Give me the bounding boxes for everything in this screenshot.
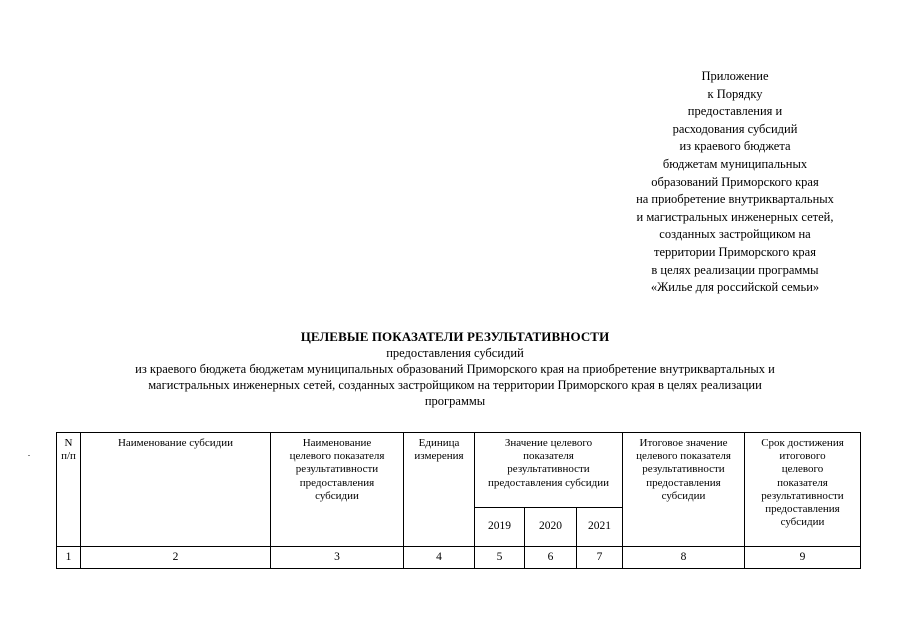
column-number-cell: 6: [525, 547, 577, 569]
header-text: субсидии: [315, 489, 359, 502]
header-text: итогового: [779, 450, 826, 463]
header-text: результативности: [295, 463, 379, 476]
heading-line: из краевого бюджета бюджетам муниципальных образований Приморского края на приобретение внутриквартальных и: [135, 362, 775, 376]
header-text: предоставления: [299, 476, 375, 489]
header-text: Значение целевого: [504, 437, 593, 449]
column-number-cell: 2: [81, 547, 271, 569]
appendix-line: расходования субсидий: [672, 121, 798, 136]
header-text: показателя: [523, 450, 574, 463]
appendix-line: территории Приморского края: [654, 244, 816, 259]
header-cell-subsidy-name: [81, 433, 271, 547]
table-header-row: [57, 433, 861, 508]
header-text: показателя: [777, 476, 828, 489]
appendix-line: из краевого бюджета: [679, 139, 791, 154]
column-number-cell: 3: [271, 547, 404, 569]
header-text: субсидии: [661, 489, 706, 502]
year-cell: 2020: [525, 508, 577, 547]
indicators-table: [56, 432, 861, 569]
column-number-cell: 9: [745, 547, 861, 569]
column-number-cell: 4: [404, 547, 475, 569]
header-text: п/п: [61, 450, 76, 463]
appendix-line: бюджетам муниципальных: [662, 156, 808, 171]
appendix-line: созданных застройщиком на: [659, 227, 811, 242]
appendix-note: [590, 68, 880, 297]
table-column-numbers-row: [57, 547, 861, 569]
header-text: предоставления субсидии: [487, 476, 610, 489]
year-cell: 2021: [577, 508, 623, 547]
header-text: результативности: [761, 489, 844, 502]
header-text: Наименование субсидии: [117, 437, 234, 449]
appendix-line: и магистральных инженерных сетей,: [636, 209, 834, 224]
column-number-cell: 7: [577, 547, 623, 569]
header-cell-indicator-name: [271, 433, 404, 547]
appendix-line: образований Приморского края: [651, 174, 819, 189]
header-text: целевого показателя: [289, 450, 385, 463]
header-text: предоставления: [646, 476, 721, 489]
header-text: N: [64, 437, 73, 449]
appendix-line: Приложение: [701, 69, 769, 83]
header-text: результативности: [507, 463, 590, 476]
header-text: предоставления: [765, 503, 840, 516]
heading-line: программы: [424, 394, 486, 408]
header-text: измерения: [414, 450, 464, 463]
column-number-cell: 8: [623, 547, 745, 569]
header-text: Наименование: [302, 437, 372, 449]
appendix-line: «Жилье для российской семьи»: [650, 280, 820, 295]
column-number-cell: 5: [475, 547, 525, 569]
document-title: ЦЕЛЕВЫЕ ПОКАЗАТЕЛИ РЕЗУЛЬТАТИВНОСТИ: [300, 329, 610, 344]
document-heading: [40, 329, 870, 409]
header-text: Итоговое значение: [639, 437, 728, 449]
scan-speck: [28, 455, 30, 456]
header-text: субсидии: [780, 516, 825, 529]
document-subtitle: предоставления субсидий: [386, 346, 524, 360]
appendix-line: предоставления и: [687, 104, 783, 119]
header-cell-final-value: [623, 433, 745, 547]
header-cell-target-value: [475, 433, 623, 508]
header-cell-unit: [404, 433, 475, 547]
column-number-cell: 1: [57, 547, 81, 569]
header-text: целевого показателя: [636, 450, 731, 463]
header-text: целевого: [781, 463, 824, 476]
header-cell-deadline: [745, 433, 861, 547]
header-text: результативности: [642, 463, 725, 476]
year-cell: 2019: [475, 508, 525, 547]
header-text: Срок достижения: [761, 437, 844, 449]
header-text: Единица: [418, 437, 460, 449]
appendix-line: в целях реализации программы: [651, 262, 819, 277]
header-cell-num: [57, 433, 81, 547]
appendix-line: на приобретение внутриквартальных: [636, 192, 834, 207]
heading-line: магистральных инженерных сетей, созданных застройщиком на территории Приморского края в целях реализации: [148, 378, 762, 392]
appendix-line: к Порядку: [707, 86, 763, 101]
